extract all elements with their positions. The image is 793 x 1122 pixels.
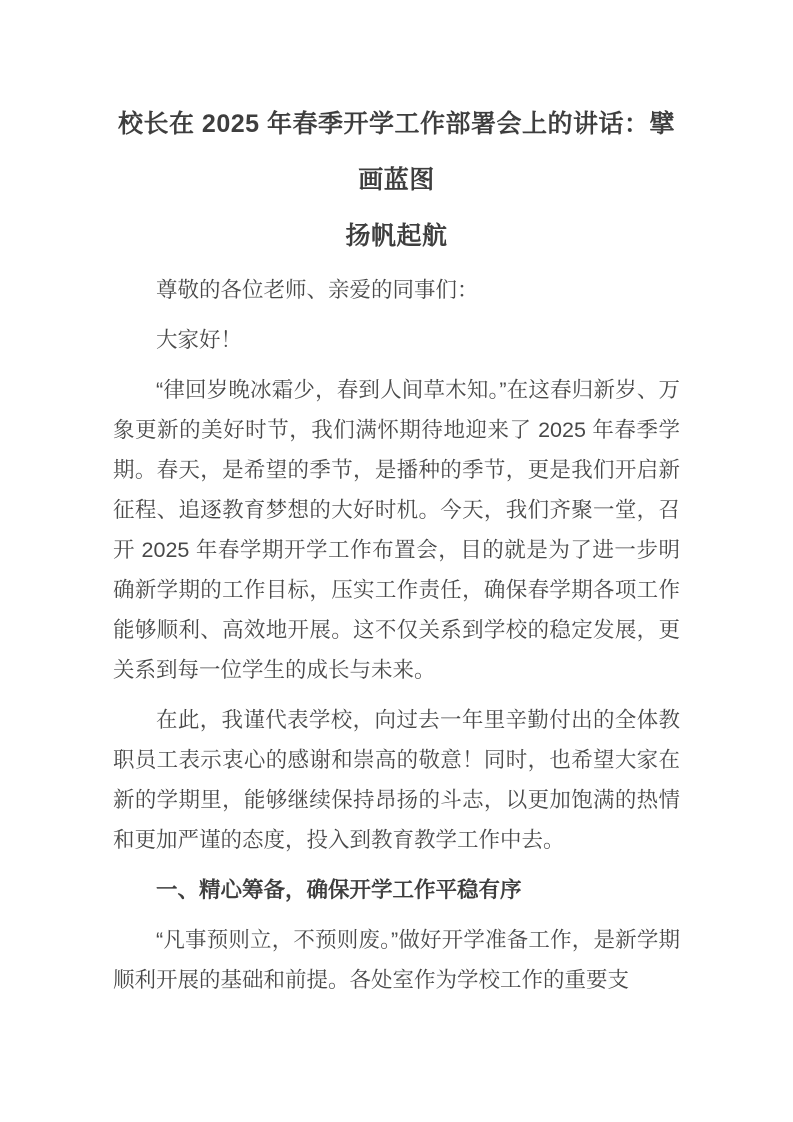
paragraph-opening: “律回岁晚冰霜少，春到人间草木知。”在这春归新岁、万象更新的美好时节，我们满怀期待地迎来了 2025 年春季学期。春天，是希望的季节，是播种的季节，更是我们开启新征程、追逐教育梦想的大好时机。今天，我们齐聚一堂，召开 2025 年春学期开学工作布置会，目的就是为了进一步明确新学期的工作目标，压实工作责任，确保春学期各项工作能够顺利、高效地开展。这不仅关系到学校的稳定发展，更关系到每一位学生的成长与未来。: [113, 378, 680, 682]
paragraph-section-1-body: “凡事预则立，不预则废。”做好开学准备工作，是新学期顺利开展的基础和前提。各处室作为学校工作的重要支: [113, 928, 680, 992]
section-heading-1: 一、精心筹备，确保开学工作平稳有序: [156, 878, 522, 902]
document-title-line-1: 校长在 2025 年春季开学工作部署会上的讲话：擘画蓝图: [117, 110, 675, 194]
paragraph-greeting: 大家好！: [156, 328, 243, 352]
document-title-line-2: 扬帆起航: [345, 222, 448, 250]
paragraph-gratitude: 在此，我谨代表学校，向过去一年里辛勤付出的全体教职员工表示衷心的感谢和崇高的敬意！同时，也希望大家在新的学期里，能够继续保持昂扬的斗志，以更加饱满的热情和更加严谨的态度，投入到教育教学工作中去。: [113, 708, 680, 852]
paragraph-salutation: 尊敬的各位老师、亲爱的同事们：: [156, 278, 479, 302]
document-title: [113, 96, 680, 264]
